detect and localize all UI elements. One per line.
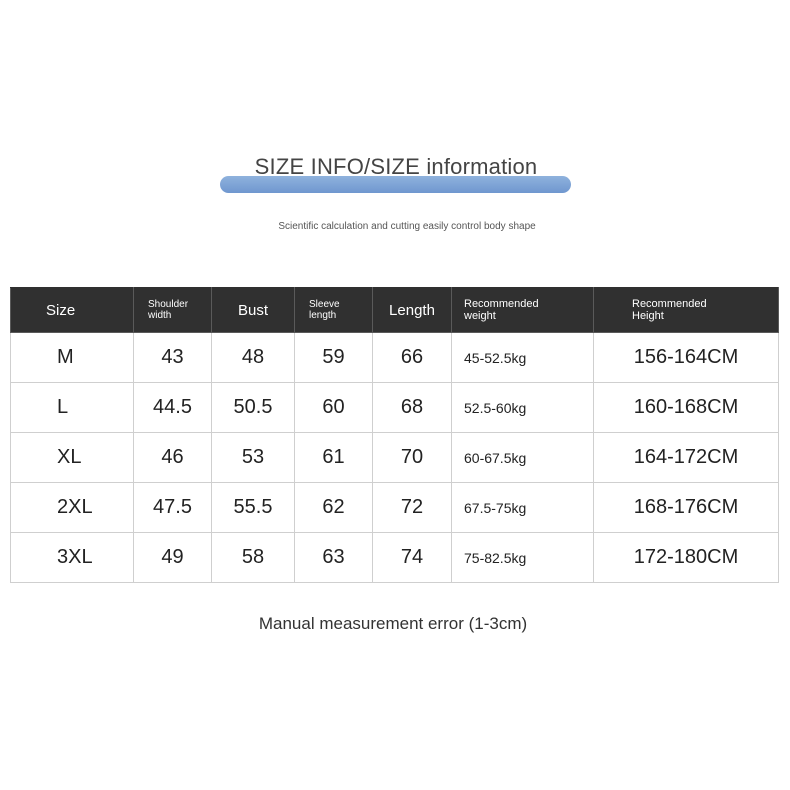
header-sleeve-line2: length (309, 310, 337, 321)
cell-bust: 58 (212, 533, 295, 583)
cell-bust: 55.5 (212, 483, 295, 533)
cell-length: 72 (373, 483, 452, 533)
header-shoulder-line2: width (148, 310, 172, 321)
title-block (220, 150, 572, 196)
header-length: Length (373, 288, 452, 333)
cell-sleeve: 62 (295, 483, 373, 533)
cell-sleeve: 61 (295, 433, 373, 483)
header-bust: Bust (212, 288, 295, 333)
cell-weight: 75-82.5kg (452, 533, 594, 583)
header-sleeve-line1: Sleeve (309, 299, 340, 310)
header-weight-line2: weight (464, 310, 496, 322)
cell-shoulder: 44.5 (134, 383, 212, 433)
cell-size: XL (11, 433, 134, 483)
header-size: Size (11, 288, 134, 333)
cell-length: 66 (373, 333, 452, 383)
cell-weight: 60-67.5kg (452, 433, 594, 483)
cell-length: 68 (373, 383, 452, 433)
header-shoulder-line1: Shoulder (148, 299, 189, 310)
cell-weight: 45-52.5kg (452, 333, 594, 383)
cell-shoulder: 49 (134, 533, 212, 583)
header-shoulder-width (134, 288, 212, 333)
subtitle: Scientific calculation and cutting easily control body shape (278, 221, 536, 232)
cell-size: L (11, 383, 134, 433)
header-weight-line1: Recommended (464, 298, 539, 310)
cell-height: 168-176CM (594, 483, 779, 533)
cell-size: 3XL (11, 533, 134, 583)
cell-bust: 48 (212, 333, 295, 383)
table-row (11, 483, 779, 533)
cell-sleeve: 60 (295, 383, 373, 433)
cell-bust: 50.5 (212, 383, 295, 433)
table-row (11, 433, 779, 483)
header-sleeve-length (295, 288, 373, 333)
cell-height: 160-168CM (594, 383, 779, 433)
cell-size: 2XL (11, 483, 134, 533)
table-row (11, 533, 779, 583)
cell-shoulder: 46 (134, 433, 212, 483)
header-recommended-height (594, 288, 779, 333)
cell-weight: 52.5-60kg (452, 383, 594, 433)
measurement-note: Manual measurement error (1-3cm) (258, 614, 528, 633)
cell-bust: 53 (212, 433, 295, 483)
header-height-line1: Recommended (632, 298, 707, 310)
cell-weight: 67.5-75kg (452, 483, 594, 533)
cell-size: M (11, 333, 134, 383)
cell-shoulder: 47.5 (134, 483, 212, 533)
size-table (10, 287, 779, 583)
header-recommended-weight (452, 288, 594, 333)
page-title: SIZE INFO/SIZE information (254, 154, 538, 179)
cell-height: 156-164CM (594, 333, 779, 383)
cell-length: 70 (373, 433, 452, 483)
table-row (11, 383, 779, 433)
cell-height: 164-172CM (594, 433, 779, 483)
cell-sleeve: 59 (295, 333, 373, 383)
table-row (11, 333, 779, 383)
cell-sleeve: 63 (295, 533, 373, 583)
cell-height: 172-180CM (594, 533, 779, 583)
table-header-row (11, 288, 779, 333)
header-height-line2: Height (632, 310, 664, 322)
cell-shoulder: 43 (134, 333, 212, 383)
cell-length: 74 (373, 533, 452, 583)
